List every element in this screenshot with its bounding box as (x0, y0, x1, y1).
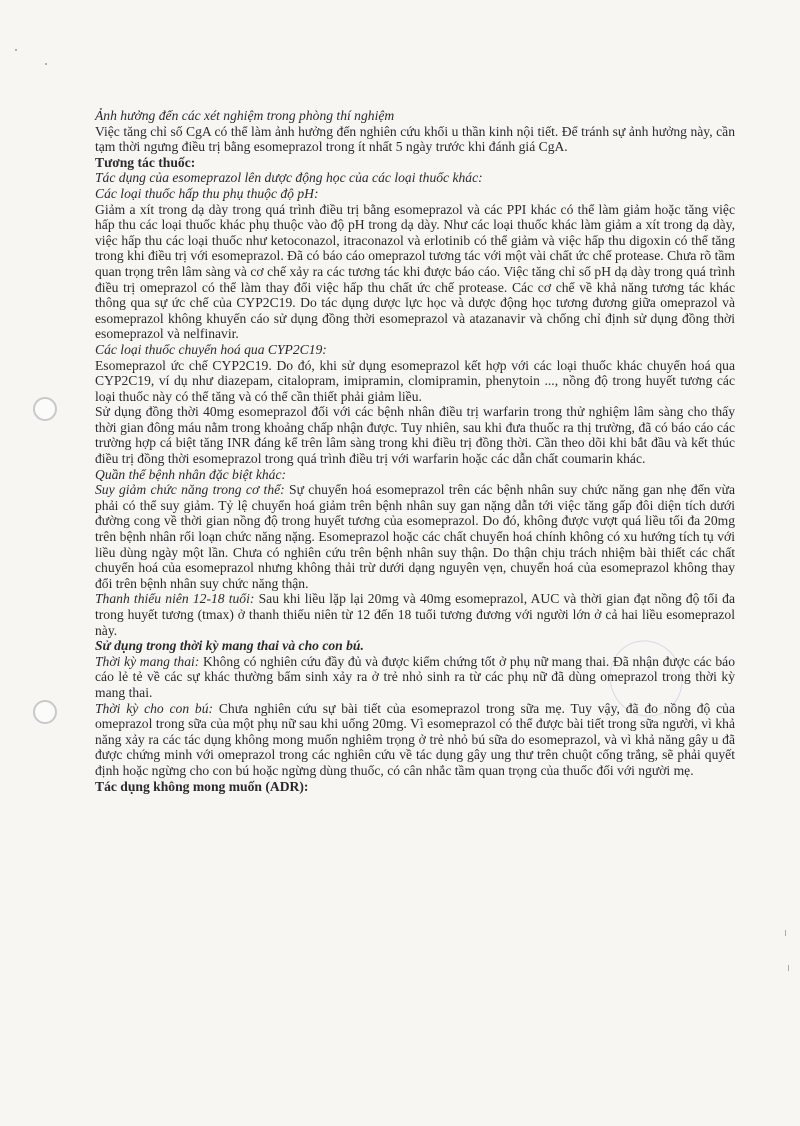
document-paragraph (95, 701, 735, 779)
paragraph-text: Giảm a xít trong dạ dày trong quá trình điều trị bằng esomeprazol và các PPI khác có thể làm giảm hoặc tăng việc hấp thu các loại thuốc khác phụ thuộc vào độ pH trong dạ dày. Như các loại thuốc khác làm giảm a xít trong dạ dày, việc hấp thu các loại thuốc như ketoconazol, itraconazol và erlotinib có thể giảm và việc hấp thu digoxin có thể tăng trong khi điều trị với esomeprazol. Đã có báo cáo omeprazol tương tác với một vài chất ức chế protease. Chưa rõ tầm quan trọng trên lâm sàng và cơ chế xảy ra các tương tác khi được báo cáo. Việc tăng chỉ số pH dạ dày trong quá trình điều trị omeprazol có thể làm thay đổi việc hấp thu chất ức chế protease. Các cơ chế về khả năng tương tác khác thông qua sự ức chế của CYP2C19. Do tác dụng dược lực học và dược động học tương đương giữa omeprazol và esomeprazol không khuyến cáo sử dụng đồng thời esomeprazol và atazanavir và chống chỉ định sử dụng đồng thời esomeprazol và nelfinavir. (95, 201, 735, 342)
document-paragraph (95, 108, 735, 124)
paragraph-text: Sự chuyển hoá esomeprazol trên các bệnh nhân suy chức năng gan nhẹ đến vừa phải có thể suy giảm. Tỷ lệ chuyển hoá giảm trên bệnh nhân suy gan nặng dẫn tới việc tăng gấp đôi diện tích dưới đường cong về thời gian nồng độ trong huyết tương của esomeprazol. Do đó, không được vượt quá liều tối đa 20mg trên bệnh nhân rối loạn chức năng nặng. Esomeprazol hoặc các chất chuyển hoá chính không có xu hướng tích tụ với liều dùng ngày một lần. Chưa có nghiên cứu trên bệnh nhân suy thận. Do thận chịu trách nhiệm bài thiết các chất chuyển hoá của esomeprazol nhưng không thải trừ dưới dạng nguyên vẹn, chuyển hoá của esomeprazol không thay đổi trên bệnh nhân suy chức năng thận. (95, 482, 736, 591)
paragraph-text: Sử dụng đồng thời 40mg esomeprazol đối với các bệnh nhân điều trị warfarin trong thử nghiệm lâm sàng cho thấy thời gian đông máu nằm trong khoảng chấp nhận được. Tuy nhiên, sau khi đưa thuốc ra thị trường, đã có báo cáo các trường hợp cá biệt tăng INR đáng kể trên lâm sàng trong khi điều trị đồng thời. Cần theo dõi khi bắt đầu và kết thúc điều trị đồng thời esomeprazol trong quá trình điều trị với warfarin hoặc các dẫn chất coumarin khác. (95, 404, 735, 467)
paragraph-text: Tác dụng của esomeprazol lên dược động học của các loại thuốc khác: (95, 170, 483, 186)
scan-speck (15, 49, 17, 51)
paragraph-text: Các loại thuốc hấp thu phụ thuộc độ pH: (95, 185, 319, 201)
document-paragraph (95, 779, 735, 795)
paragraph-lead: Thời kỳ mang thai: (95, 653, 200, 669)
document-paragraph (95, 638, 735, 654)
paragraph-lead: Suy giảm chức năng trong cơ thể: (95, 482, 285, 498)
document-paragraph (95, 467, 735, 483)
document-paragraph (95, 155, 735, 171)
paragraph-text: Esomeprazol ức chế CYP2C19. Do đó, khi sử dụng esomeprazol kết hợp với các loại thuốc khác chuyển hoá qua CYP2C19, ví dụ như diazepam, citalopram, imipramin, clomipramin, phenytoin ..., nồng độ trong huyết tương các loại thuốc này có thể tăng và có thể cần thiết phải giảm liều. (95, 357, 735, 404)
document-paragraph (95, 124, 735, 155)
paragraph-text: Tương tác thuốc: (95, 154, 196, 170)
paragraph-text: Tác dụng không mong muốn (ADR): (95, 778, 309, 794)
document-paragraph (95, 202, 735, 342)
paragraph-text: Ảnh hưởng đến các xét nghiệm trong phòng thí nghiệm (95, 108, 395, 123)
punch-hole (33, 397, 57, 421)
document-paragraph (95, 358, 735, 405)
paragraph-text: Sau khi liều lặp lại 20mg và 40mg esomeprazol, AUC và thời gian đạt nồng độ tối đa trong huyết tương (tmax) ở thanh thiếu niên từ 12 đến 18 tuổi tương đương với người lớn ở cả hai liều esomeprazol này. (95, 591, 735, 638)
paragraph-text: Quần thể bệnh nhân đặc biệt khác: (95, 466, 287, 482)
paragraph-text: Không có nghiên cứu đầy đủ và được kiểm chứng tốt ở phụ nữ mang thai. Đã nhận được các báo cáo lẻ tẻ về các sự khác thường bẩm sinh xảy ra ở trẻ nhỏ sinh ra từ các phụ nữ đã dùng omeprazol trong thời kỳ mang thai. (95, 653, 735, 700)
paragraph-text: Chưa nghiên cứu sự bài tiết của esomeprazol trong sữa mẹ. Tuy vậy, đã đo nồng độ của omeprazol trong sữa của một phụ nữ sau khi uống 20mg. Vì esomeprazol có thể được bài tiết trong sữa người, vì khả năng xảy ra các tác dụng không mong muốn nghiêm trọng ở trẻ nhỏ bú sữa do esomeprazol, và vì khả năng gây u đã được chứng minh với omeprazol trong các nghiên cứu về tác dụng gây ung thư trên chuột cống trắng, sẽ phải quyết định hoặc ngừng cho con bú hoặc ngừng dùng thuốc, có cân nhắc tầm quan trọng của thuốc đối với người mẹ. (95, 700, 735, 778)
document-paragraph (95, 404, 735, 466)
document-paragraph (95, 170, 735, 186)
punch-hole (33, 700, 57, 724)
document-paragraph (95, 482, 735, 591)
paragraph-lead: Thời kỳ cho con bú: (95, 700, 214, 716)
paragraph-lead: Thanh thiếu niên 12-18 tuổi: (95, 591, 255, 607)
document-paragraph (95, 654, 735, 701)
scan-mark (785, 930, 786, 936)
scan-mark (788, 965, 789, 971)
paragraph-text: Các loại thuốc chuyển hoá qua CYP2C19: (95, 341, 327, 357)
paragraph-text: Sử dụng trong thời kỳ mang thai và cho con bú. (95, 638, 364, 654)
document-body (95, 108, 735, 794)
paragraph-text: Việc tăng chỉ số CgA có thể làm ảnh hưởng đến nghiên cứu khối u thần kinh nội tiết. Để tránh sự ảnh hưởng này, cần tạm thời ngưng điều trị bằng esomeprazol trong ít nhất 5 ngày trước khi đánh giá CgA. (95, 123, 735, 155)
scan-speck (45, 63, 47, 65)
document-paragraph (95, 591, 735, 638)
document-paragraph (95, 342, 735, 358)
document-paragraph (95, 186, 735, 202)
